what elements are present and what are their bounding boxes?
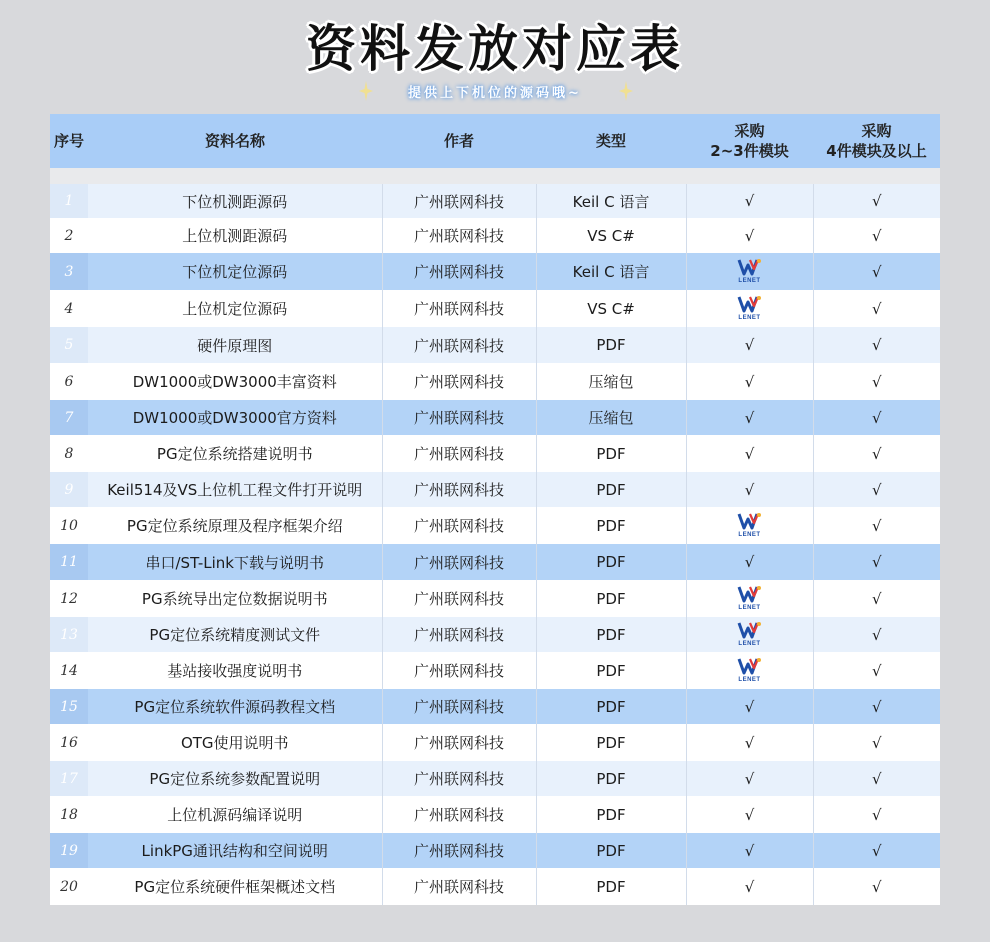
row-name: LinkPG通讯结构和空间说明 — [88, 833, 382, 868]
row-buy-2-3 — [686, 290, 813, 327]
page-title: 资料发放对应表 — [306, 20, 684, 78]
row-author: 广州联网科技 — [382, 218, 536, 253]
row-number: 9 — [50, 472, 88, 507]
check-mark: √ — [744, 372, 755, 391]
table-row — [50, 363, 940, 400]
table-row — [50, 253, 940, 290]
row-name: 上位机测距源码 — [88, 218, 382, 253]
table-row — [50, 184, 940, 218]
row-number: 13 — [50, 617, 88, 652]
check-mark: √ — [871, 480, 882, 499]
row-number: 17 — [50, 761, 88, 796]
row-type: VS C# — [536, 218, 686, 253]
row-number: 6 — [50, 363, 88, 400]
row-author: 广州联网科技 — [382, 868, 536, 905]
check-mark: √ — [871, 192, 882, 210]
row-type: PDF — [536, 833, 686, 868]
row-type: PDF — [536, 689, 686, 724]
row-type: Keil C 语言 — [536, 184, 686, 218]
check-mark: √ — [871, 408, 882, 427]
check-mark: √ — [871, 226, 882, 245]
row-author: 广州联网科技 — [382, 472, 536, 507]
table-row — [50, 400, 940, 435]
check-mark: √ — [744, 408, 755, 427]
check-mark: √ — [744, 480, 755, 499]
row-number: 12 — [50, 580, 88, 617]
row-type: PDF — [536, 652, 686, 689]
row-name: PG定位系统原理及程序框架介绍 — [88, 507, 382, 544]
row-number: 8 — [50, 435, 88, 472]
table-row — [50, 472, 940, 507]
row-buy-4-plus — [813, 435, 940, 472]
header-buy-2-3 — [686, 114, 813, 168]
lenet-logo-icon — [737, 257, 763, 287]
check-mark: √ — [871, 589, 882, 608]
check-mark: √ — [871, 841, 882, 860]
row-author: 广州联网科技 — [382, 724, 536, 761]
lenet-logo-text: LENET — [738, 640, 761, 647]
check-mark: √ — [744, 226, 755, 245]
header-num: 序号 — [50, 114, 88, 168]
check-mark: √ — [871, 262, 882, 281]
row-buy-2-3 — [686, 761, 813, 796]
row-author: 广州联网科技 — [382, 580, 536, 617]
row-buy-2-3 — [686, 507, 813, 544]
row-buy-2-3 — [686, 184, 813, 218]
table-row — [50, 617, 940, 652]
row-buy-4-plus — [813, 833, 940, 868]
lenet-logo-text: LENET — [738, 531, 761, 538]
table-row — [50, 435, 940, 472]
check-mark: √ — [871, 553, 882, 571]
row-buy-4-plus — [813, 327, 940, 363]
row-number: 3 — [50, 253, 88, 290]
check-mark: √ — [744, 877, 755, 896]
check-mark: √ — [871, 625, 882, 644]
row-buy-2-3 — [686, 689, 813, 724]
row-buy-4-plus — [813, 724, 940, 761]
row-buy-2-3 — [686, 724, 813, 761]
table-row — [50, 327, 940, 363]
row-name: 串口/ST-Link下载与说明书 — [88, 544, 382, 580]
row-name: OTG使用说明书 — [88, 724, 382, 761]
check-mark: √ — [744, 697, 755, 716]
row-name: 上位机定位源码 — [88, 290, 382, 327]
header-buy-4-plus-line2: 4件模块及以上 — [826, 142, 927, 160]
check-mark: √ — [871, 516, 882, 535]
row-type: 压缩包 — [536, 400, 686, 435]
row-type: PDF — [536, 435, 686, 472]
table-row — [50, 544, 940, 580]
row-author: 广州联网科技 — [382, 544, 536, 580]
check-mark: √ — [871, 733, 882, 752]
lenet-logo-icon — [737, 511, 763, 541]
row-buy-4-plus — [813, 689, 940, 724]
lenet-logo-icon — [737, 584, 763, 614]
row-buy-2-3 — [686, 617, 813, 652]
row-buy-2-3 — [686, 253, 813, 290]
lenet-logo-icon — [737, 620, 763, 650]
header-gap — [50, 168, 940, 184]
table-row — [50, 290, 940, 327]
material-table — [50, 114, 940, 905]
row-name: PG系统导出定位数据说明书 — [88, 580, 382, 617]
row-buy-4-plus — [813, 617, 940, 652]
row-author: 广州联网科技 — [382, 761, 536, 796]
table-row — [50, 868, 940, 905]
check-mark: √ — [871, 697, 882, 716]
row-buy-2-3 — [686, 400, 813, 435]
row-type: 压缩包 — [536, 363, 686, 400]
row-author: 广州联网科技 — [382, 689, 536, 724]
row-buy-4-plus — [813, 253, 940, 290]
row-buy-2-3 — [686, 472, 813, 507]
row-author: 广州联网科技 — [382, 652, 536, 689]
row-name: DW1000或DW3000官方资料 — [88, 400, 382, 435]
row-buy-2-3 — [686, 544, 813, 580]
row-name: PG定位系统参数配置说明 — [88, 761, 382, 796]
row-type: PDF — [536, 507, 686, 544]
table-row — [50, 507, 940, 544]
check-mark: √ — [871, 769, 882, 788]
row-buy-4-plus — [813, 218, 940, 253]
check-mark: √ — [871, 444, 882, 463]
row-type: PDF — [536, 724, 686, 761]
row-type: PDF — [536, 472, 686, 507]
row-name: 上位机源码编译说明 — [88, 796, 382, 833]
row-buy-2-3 — [686, 580, 813, 617]
page-subtitle: 提供上下机位的源码哦~ — [408, 86, 582, 101]
check-mark: √ — [744, 841, 755, 860]
row-number: 19 — [50, 833, 88, 868]
lenet-logo-text: LENET — [738, 604, 761, 611]
row-buy-2-3 — [686, 652, 813, 689]
header-name: 资料名称 — [88, 114, 382, 168]
table-row — [50, 689, 940, 724]
row-type: PDF — [536, 327, 686, 363]
row-author: 广州联网科技 — [382, 253, 536, 290]
table-row — [50, 218, 940, 253]
row-name: 下位机测距源码 — [88, 184, 382, 218]
check-mark: √ — [871, 661, 882, 680]
row-buy-4-plus — [813, 868, 940, 905]
row-name: DW1000或DW3000丰富资料 — [88, 363, 382, 400]
row-name: 下位机定位源码 — [88, 253, 382, 290]
row-buy-4-plus — [813, 544, 940, 580]
row-number: 16 — [50, 724, 88, 761]
row-buy-2-3 — [686, 833, 813, 868]
row-number: 11 — [50, 544, 88, 580]
row-author: 广州联网科技 — [382, 400, 536, 435]
row-number: 5 — [50, 327, 88, 363]
row-author: 广州联网科技 — [382, 363, 536, 400]
row-number: 18 — [50, 796, 88, 833]
row-buy-4-plus — [813, 580, 940, 617]
row-buy-4-plus — [813, 652, 940, 689]
table-row — [50, 833, 940, 868]
table-row — [50, 652, 940, 689]
check-mark: √ — [744, 769, 755, 788]
lenet-logo-icon — [737, 656, 763, 686]
row-buy-2-3 — [686, 868, 813, 905]
row-author: 广州联网科技 — [382, 435, 536, 472]
lenet-logo-text: LENET — [738, 277, 761, 284]
row-name: Keil514及VS上位机工程文件打开说明 — [88, 472, 382, 507]
row-number: 4 — [50, 290, 88, 327]
check-mark: √ — [744, 553, 755, 571]
header-buy-4-plus — [813, 114, 940, 168]
row-buy-4-plus — [813, 472, 940, 507]
row-type: PDF — [536, 796, 686, 833]
row-author: 广州联网科技 — [382, 796, 536, 833]
row-author: 广州联网科技 — [382, 290, 536, 327]
row-number: 10 — [50, 507, 88, 544]
row-buy-4-plus — [813, 400, 940, 435]
header-buy-2-3-line2: 2~3件模块 — [710, 142, 789, 160]
row-type: Keil C 语言 — [536, 253, 686, 290]
row-buy-4-plus — [813, 761, 940, 796]
row-buy-4-plus — [813, 184, 940, 218]
row-number: 15 — [50, 689, 88, 724]
row-buy-4-plus — [813, 290, 940, 327]
check-mark: √ — [871, 877, 882, 896]
header-buy-2-3-line1: 采购 — [734, 122, 765, 140]
lenet-logo-icon — [737, 294, 763, 324]
row-type: PDF — [536, 761, 686, 796]
check-mark: √ — [744, 192, 755, 210]
table-row — [50, 580, 940, 617]
row-buy-4-plus — [813, 363, 940, 400]
header-author: 作者 — [382, 114, 536, 168]
header-type: 类型 — [536, 114, 686, 168]
check-mark: √ — [871, 805, 882, 824]
row-author: 广州联网科技 — [382, 617, 536, 652]
row-number: 1 — [50, 184, 88, 218]
row-name: PG定位系统硬件框架概述文档 — [88, 868, 382, 905]
row-type: PDF — [536, 868, 686, 905]
row-buy-2-3 — [686, 796, 813, 833]
row-buy-2-3 — [686, 327, 813, 363]
row-number: 20 — [50, 868, 88, 905]
row-name: 基站接收强度说明书 — [88, 652, 382, 689]
table-header-row — [50, 114, 940, 168]
check-mark: √ — [871, 336, 882, 354]
row-name: PG定位系统精度测试文件 — [88, 617, 382, 652]
sparkle-icon — [618, 80, 634, 102]
row-author: 广州联网科技 — [382, 507, 536, 544]
row-buy-4-plus — [813, 796, 940, 833]
check-mark: √ — [871, 299, 882, 318]
row-name: PG定位系统搭建说明书 — [88, 435, 382, 472]
row-type: PDF — [536, 617, 686, 652]
row-name: PG定位系统软件源码教程文档 — [88, 689, 382, 724]
row-name: 硬件原理图 — [88, 327, 382, 363]
check-mark: √ — [871, 372, 882, 391]
row-buy-2-3 — [686, 363, 813, 400]
row-type: PDF — [536, 580, 686, 617]
check-mark: √ — [744, 336, 755, 354]
row-type: PDF — [536, 544, 686, 580]
row-buy-2-3 — [686, 435, 813, 472]
check-mark: √ — [744, 805, 755, 824]
row-author: 广州联网科技 — [382, 327, 536, 363]
row-type: VS C# — [536, 290, 686, 327]
table-row — [50, 796, 940, 833]
header-buy-4-plus-line1: 采购 — [861, 122, 892, 140]
lenet-logo-text: LENET — [738, 676, 761, 683]
check-mark: √ — [744, 733, 755, 752]
row-author: 广州联网科技 — [382, 833, 536, 868]
row-number: 7 — [50, 400, 88, 435]
check-mark: √ — [744, 444, 755, 463]
table-row — [50, 724, 940, 761]
row-number: 14 — [50, 652, 88, 689]
table-row — [50, 761, 940, 796]
lenet-logo-text: LENET — [738, 314, 761, 321]
row-buy-2-3 — [686, 218, 813, 253]
row-number: 2 — [50, 218, 88, 253]
row-author: 广州联网科技 — [382, 184, 536, 218]
row-buy-4-plus — [813, 507, 940, 544]
